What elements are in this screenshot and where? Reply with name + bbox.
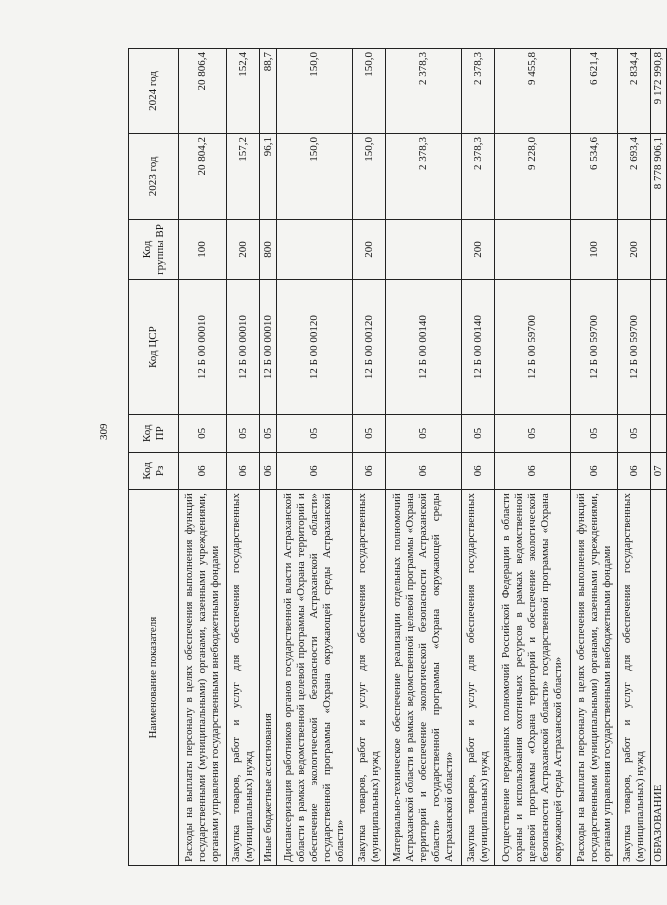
cell-rz: 06 — [462, 452, 495, 490]
cell-y2024: 152,4 — [227, 49, 260, 134]
table-row — [651, 49, 667, 866]
page-number: 309 — [98, 423, 110, 440]
table-header-row — [129, 49, 179, 866]
cell-pr: 05 — [227, 415, 260, 453]
cell-pr — [651, 415, 667, 453]
cell-csr: 12 Б 00 00120 — [277, 280, 353, 415]
cell-rz: 06 — [386, 452, 462, 490]
header-2023: 2023 год — [129, 133, 179, 219]
cell-pr: 05 — [462, 415, 495, 453]
cell-name: Иные бюджетные ассигнования — [260, 490, 277, 866]
table-row — [260, 49, 277, 866]
table-row — [179, 49, 227, 866]
cell-vr — [495, 219, 571, 279]
cell-name: Осуществление переданных полномочий Российской Федерации в области охраны и использования охотничьих ресурсов в рамках ведомственной целевой программы «Охрана территорий и обеспечение экологической безопасности Астраханской области» государственной программы «Охрана окружающей среды Астраханской области» — [495, 490, 571, 866]
cell-name: ОБРАЗОВАНИЕ — [651, 490, 667, 866]
cell-vr: 200 — [618, 219, 651, 279]
cell-rz: 06 — [618, 452, 651, 490]
cell-pr: 05 — [260, 415, 277, 453]
table-row — [495, 49, 571, 866]
cell-rz: 06 — [353, 452, 386, 490]
header-pr: Код ПР — [129, 415, 179, 453]
cell-pr: 05 — [495, 415, 571, 453]
header-csr: Код ЦСР — [129, 280, 179, 415]
cell-vr: 100 — [179, 219, 227, 279]
cell-y2023: 2 693,4 — [618, 133, 651, 219]
cell-y2023: 9 228,0 — [495, 133, 571, 219]
cell-y2024: 150,0 — [353, 49, 386, 134]
cell-y2024: 9 455,8 — [495, 49, 571, 134]
cell-rz: 06 — [179, 452, 227, 490]
table-row — [227, 49, 260, 866]
cell-pr: 05 — [353, 415, 386, 453]
cell-csr: 12 Б 00 59700 — [618, 280, 651, 415]
cell-vr — [386, 219, 462, 279]
header-2024: 2024 год — [129, 49, 179, 134]
cell-pr: 05 — [386, 415, 462, 453]
cell-csr — [651, 280, 667, 415]
cell-vr: 100 — [571, 219, 618, 279]
cell-y2024: 2 834,4 — [618, 49, 651, 134]
cell-y2023: 157,2 — [227, 133, 260, 219]
table-row — [618, 49, 651, 866]
cell-pr: 05 — [277, 415, 353, 453]
cell-name: Диспансеризация работников органов государственной власти Астраханской области в рамках ведомственной целевой программы «Охрана территорий и обеспечение экологической безопасности Астраханской области» государственной программы «Охрана окружающей среды Астраханской области» — [277, 490, 353, 866]
cell-vr — [651, 219, 667, 279]
cell-vr: 800 — [260, 219, 277, 279]
cell-y2023: 150,0 — [353, 133, 386, 219]
cell-y2023: 6 534,6 — [571, 133, 618, 219]
cell-csr: 12 Б 00 00010 — [179, 280, 227, 415]
cell-pr: 05 — [618, 415, 651, 453]
cell-rz: 06 — [495, 452, 571, 490]
cell-name: Расходы на выплаты персоналу в целях обеспечения выполнения функций государственными (муниципальными) органами, казенными учреждениями, органами управления государственными внебюджетными фондами — [571, 490, 618, 866]
cell-y2024: 6 621,4 — [571, 49, 618, 134]
table-body — [179, 49, 667, 866]
table-row — [571, 49, 618, 866]
cell-csr: 12 Б 00 59700 — [495, 280, 571, 415]
cell-y2023: 96,1 — [260, 133, 277, 219]
cell-y2024: 20 806,4 — [179, 49, 227, 134]
budget-table-container — [128, 48, 664, 866]
cell-name: Закупка товаров, работ и услуг для обеспечения государственных (муниципальных) нужд — [353, 490, 386, 866]
cell-vr: 200 — [353, 219, 386, 279]
cell-csr: 12 Б 00 00120 — [353, 280, 386, 415]
cell-y2023: 150,0 — [277, 133, 353, 219]
cell-y2023: 8 778 906,1 — [651, 133, 667, 219]
cell-pr: 05 — [571, 415, 618, 453]
table-row — [277, 49, 353, 866]
cell-name: Материально-техническое обеспечение реализации отдельных полномочий Астраханской области в рамках ведомственной целевой программы «Охрана территорий и обеспечение экологической безопасности Астраханской области» государственной программы «Охрана окружающей среды Астраханской области» — [386, 490, 462, 866]
cell-y2024: 88,7 — [260, 49, 277, 134]
cell-y2024: 150,0 — [277, 49, 353, 134]
cell-y2024: 2 378,3 — [386, 49, 462, 134]
header-vr: Код группы ВР — [129, 219, 179, 279]
table-row — [353, 49, 386, 866]
cell-vr — [277, 219, 353, 279]
cell-csr: 12 Б 00 00010 — [260, 280, 277, 415]
table-row — [386, 49, 462, 866]
cell-name: Закупка товаров, работ и услуг для обеспечения государственных (муниципальных) нужд — [618, 490, 651, 866]
cell-name: Расходы на выплаты персоналу в целях обеспечения выполнения функций государственными (муниципальными) органами, казенными учреждениями, органами управления государственными внебюджетными фондами — [179, 490, 227, 866]
cell-rz: 06 — [227, 452, 260, 490]
cell-name: Закупка товаров, работ и услуг для обеспечения государственных (муниципальных) нужд — [462, 490, 495, 866]
cell-pr: 05 — [179, 415, 227, 453]
cell-y2023: 2 378,3 — [462, 133, 495, 219]
cell-y2024: 2 378,3 — [462, 49, 495, 134]
table-row — [462, 49, 495, 866]
cell-rz: 06 — [277, 452, 353, 490]
cell-rz: 06 — [260, 452, 277, 490]
cell-csr: 12 Б 00 00010 — [227, 280, 260, 415]
cell-csr: 12 Б 00 00140 — [386, 280, 462, 415]
cell-y2023: 2 378,3 — [386, 133, 462, 219]
header-name: Наименование показателя — [129, 490, 179, 866]
cell-rz: 07 — [651, 452, 667, 490]
budget-table — [128, 48, 667, 866]
header-rz: Код Рз — [129, 452, 179, 490]
cell-rz: 06 — [571, 452, 618, 490]
cell-csr: 12 Б 00 00140 — [462, 280, 495, 415]
cell-y2023: 20 804,2 — [179, 133, 227, 219]
cell-name: Закупка товаров, работ и услуг для обеспечения государственных (муниципальных) нужд — [227, 490, 260, 866]
cell-vr: 200 — [462, 219, 495, 279]
cell-csr: 12 Б 00 59700 — [571, 280, 618, 415]
cell-y2024: 9 172 990,8 — [651, 49, 667, 134]
cell-vr: 200 — [227, 219, 260, 279]
